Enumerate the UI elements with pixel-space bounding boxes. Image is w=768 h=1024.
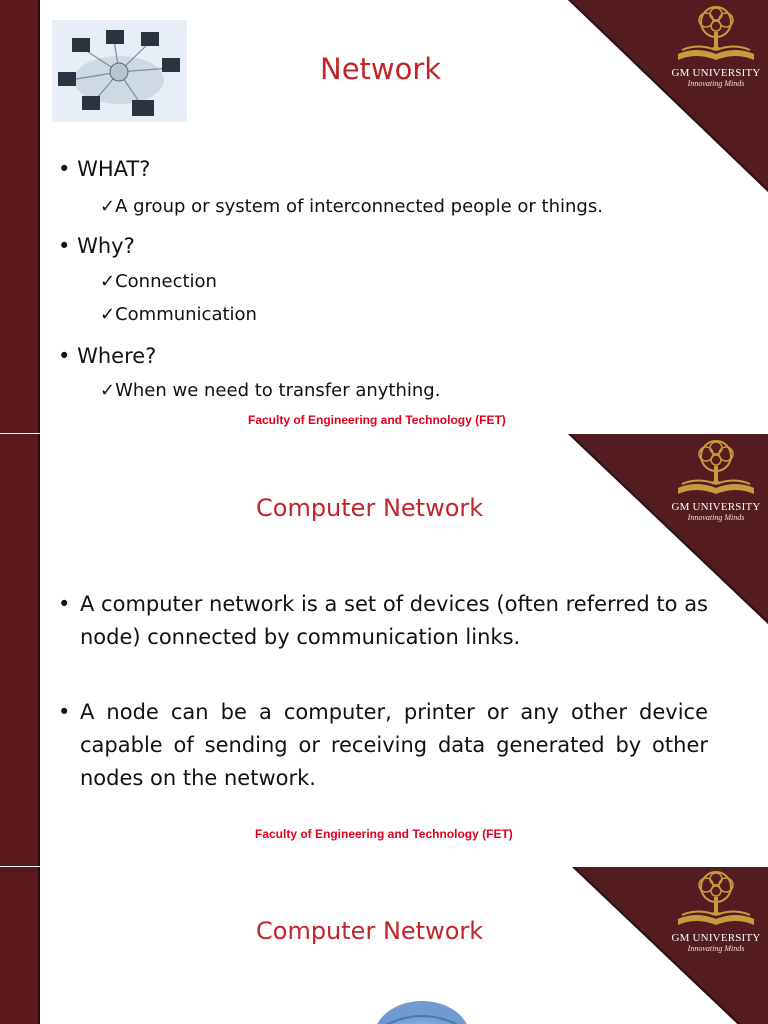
bullet-text: Why? xyxy=(77,234,135,258)
left-accent-bar xyxy=(0,434,40,866)
slide-network xyxy=(0,0,768,433)
paragraph-text: A node can be a computer, printer or any other device capable of sending or receiving data generated by other nodes on the network. xyxy=(80,700,708,790)
bullet-glyph: • xyxy=(58,157,71,181)
check-icon: ✓ xyxy=(100,380,116,401)
check-text: Connection xyxy=(115,271,217,292)
check-text: When we need to transfer anything. xyxy=(115,380,441,401)
university-name: GM UNIVERSITY xyxy=(671,67,761,79)
slide-title: Computer Network xyxy=(256,917,484,945)
check-icon: ✓ xyxy=(100,271,116,292)
bullet-glyph: • xyxy=(58,700,71,724)
bullet-glyph: • xyxy=(58,344,71,368)
university-tagline: Innovating Minds xyxy=(687,944,745,953)
paragraph-text: A computer network is a set of devices (often referred to as node) connected by communication links. xyxy=(80,592,708,649)
paragraph-item xyxy=(58,588,708,654)
bullet-why xyxy=(58,234,135,258)
bullet-where xyxy=(58,344,156,368)
bullet-glyph: • xyxy=(58,234,71,258)
globe-icon xyxy=(362,997,482,1024)
network-computers-image xyxy=(52,20,187,122)
check-text: Communication xyxy=(115,304,257,325)
left-accent-bar xyxy=(0,0,40,433)
check-item xyxy=(100,380,440,401)
slide-footer: Faculty of Engineering and Technology (FET) xyxy=(255,827,513,841)
university-name: GM UNIVERSITY xyxy=(671,501,761,513)
paragraph-item xyxy=(58,696,708,795)
slide-footer: Faculty of Engineering and Technology (FET) xyxy=(248,413,506,427)
tree-book-icon xyxy=(676,871,756,927)
bullet-text: WHAT? xyxy=(77,157,151,181)
check-icon: ✓ xyxy=(100,196,116,217)
network-computers-icon xyxy=(52,20,187,122)
bullet-what xyxy=(58,157,150,181)
check-item xyxy=(100,196,603,217)
slide-computer-network-2 xyxy=(0,867,768,1024)
university-name: GM UNIVERSITY xyxy=(671,932,761,944)
check-item xyxy=(100,271,217,292)
slide-computer-network xyxy=(0,434,768,866)
tree-book-icon xyxy=(676,440,756,496)
slide-title: Computer Network xyxy=(256,494,484,522)
university-tagline: Innovating Minds xyxy=(687,79,745,88)
bullet-glyph: • xyxy=(58,592,71,616)
left-accent-bar xyxy=(0,867,40,1024)
university-logo xyxy=(670,6,762,88)
tree-book-icon xyxy=(676,6,756,62)
check-text: A group or system of interconnected people or things. xyxy=(115,196,603,217)
university-logo xyxy=(670,871,762,953)
bullet-text: Where? xyxy=(77,344,157,368)
university-tagline: Innovating Minds xyxy=(687,513,745,522)
slide-title: Network xyxy=(320,52,442,86)
check-item xyxy=(100,304,257,325)
university-logo xyxy=(670,440,762,522)
check-icon: ✓ xyxy=(100,304,116,325)
